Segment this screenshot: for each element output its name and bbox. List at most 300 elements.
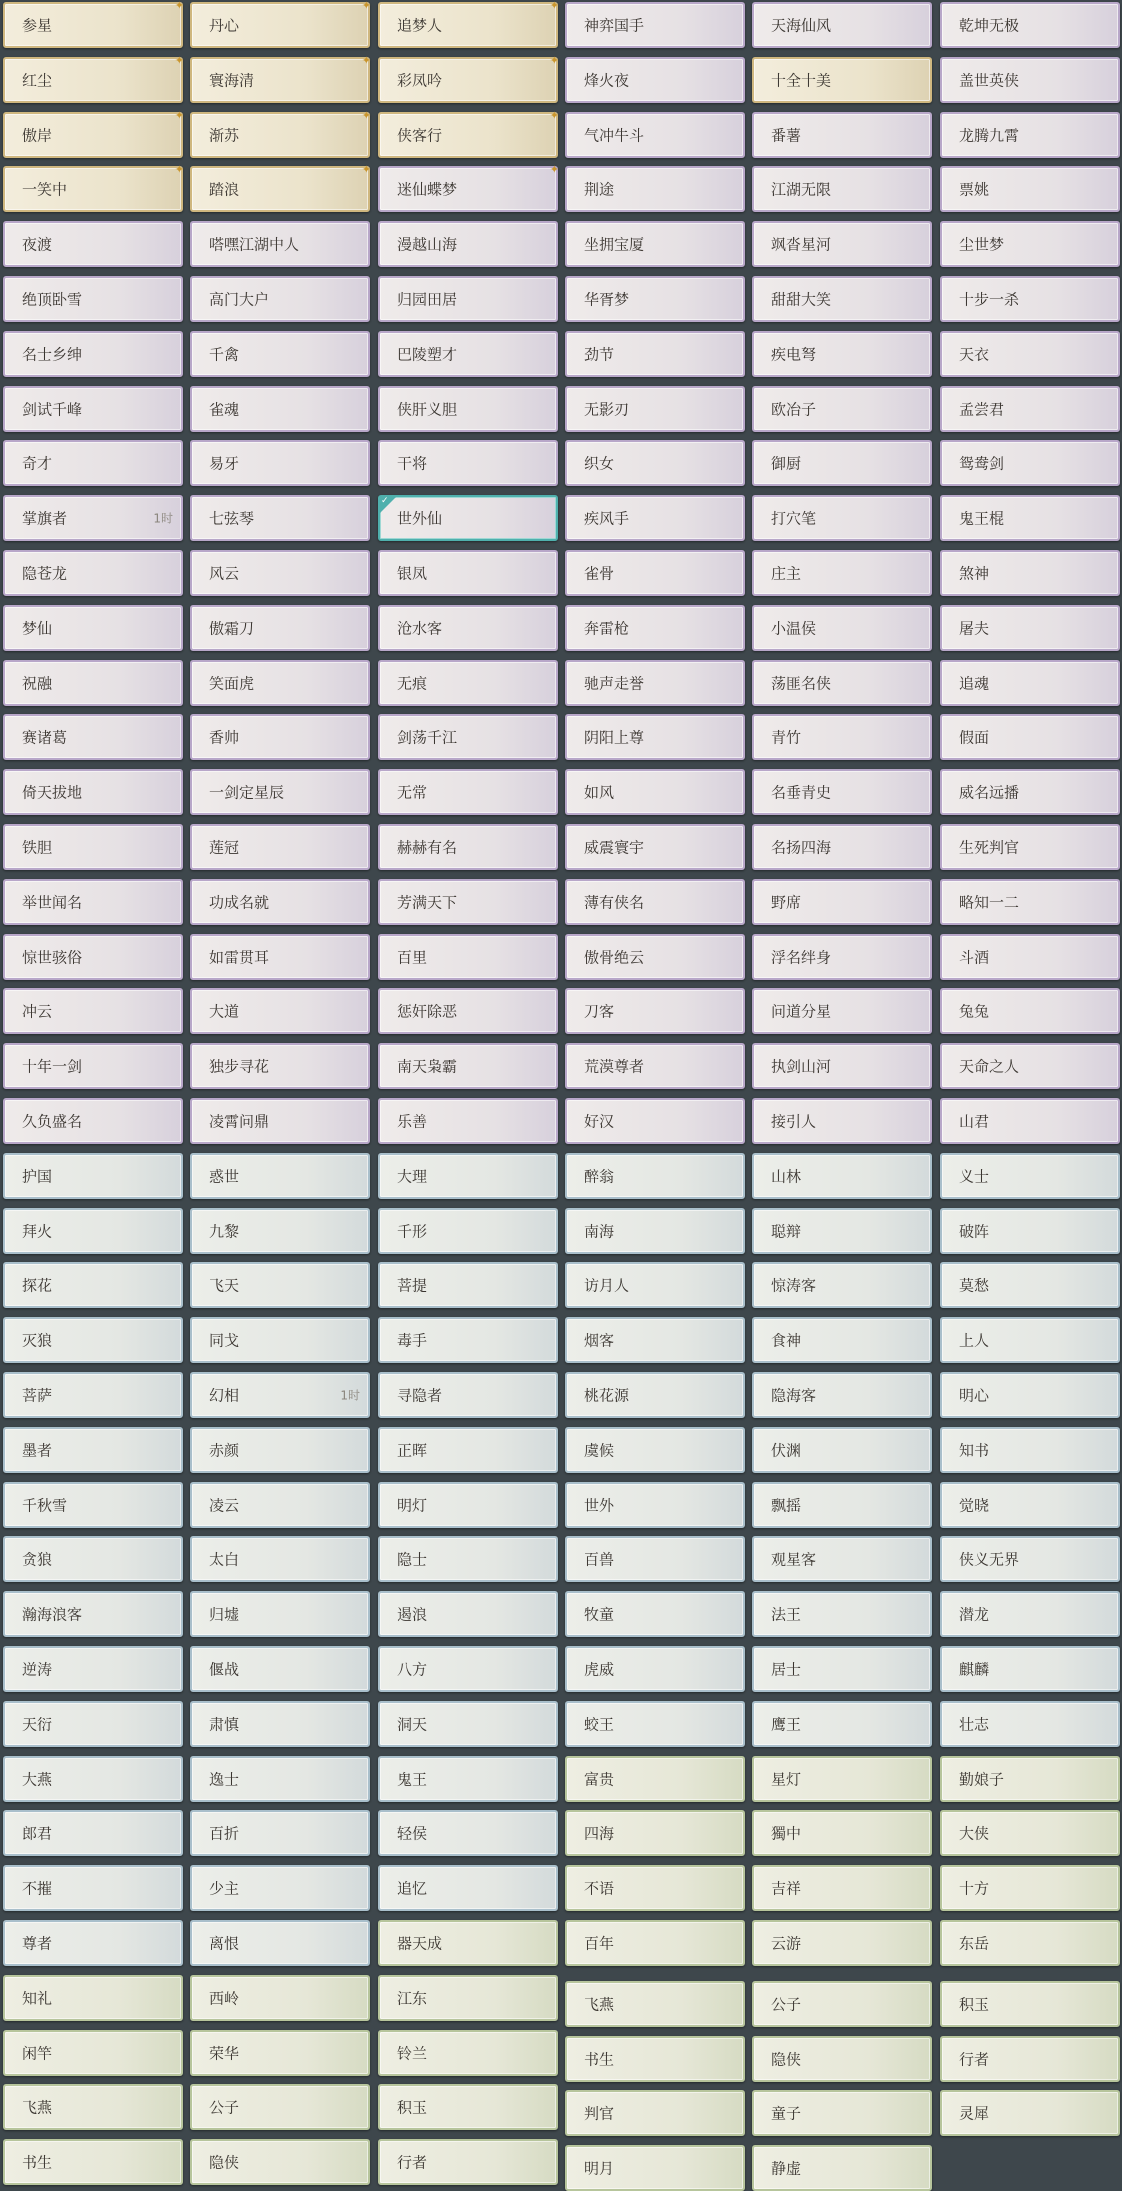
title-tile[interactable]	[190, 1427, 370, 1473]
title-label: 明心	[959, 1386, 990, 1405]
title-tile[interactable]	[378, 2, 558, 48]
title-tile[interactable]	[752, 166, 932, 212]
title-label: 飒沓星河	[771, 235, 832, 254]
title-tile[interactable]	[3, 550, 183, 596]
title-label: 偃战	[209, 1660, 240, 1679]
title-tile[interactable]	[3, 1646, 183, 1692]
title-label: 荣华	[209, 2044, 240, 2063]
title-tile[interactable]	[752, 1701, 932, 1747]
title-tile[interactable]	[565, 1208, 745, 1254]
title-tile[interactable]	[378, 1043, 558, 1089]
title-tile[interactable]	[565, 1372, 745, 1418]
title-label: 世外仙	[397, 509, 443, 528]
title-tile[interactable]	[752, 879, 932, 925]
title-tile[interactable]	[3, 1701, 183, 1747]
title-tile[interactable]	[752, 1372, 932, 1418]
title-tile[interactable]	[940, 1591, 1120, 1637]
title-label: 夜渡	[22, 235, 53, 254]
title-label: 器天成	[397, 1934, 443, 1953]
title-tile[interactable]	[378, 2139, 558, 2185]
title-tile[interactable]	[190, 440, 370, 486]
title-tile[interactable]	[190, 1372, 370, 1418]
title-tile[interactable]	[565, 2145, 745, 2191]
title-label: 山林	[771, 1167, 802, 1186]
title-label: 参星	[22, 16, 53, 35]
title-tile[interactable]	[940, 276, 1120, 322]
title-tile[interactable]	[3, 1975, 183, 2021]
title-tile[interactable]	[3, 108, 184, 158]
title-tile[interactable]	[752, 1865, 932, 1911]
title-tile[interactable]	[378, 1427, 558, 1473]
title-label: 莲冠	[209, 838, 240, 857]
title-tile[interactable]	[3, 660, 183, 706]
title-tile[interactable]	[3, 879, 183, 925]
title-label: 不语	[584, 1879, 615, 1898]
title-tile[interactable]	[752, 1756, 932, 1802]
title-tile[interactable]	[565, 1427, 745, 1473]
title-tile[interactable]	[752, 2090, 932, 2136]
title-tile[interactable]	[378, 1262, 558, 1308]
title-tile[interactable]	[940, 824, 1120, 870]
title-tile[interactable]	[940, 1756, 1120, 1802]
title-label: 判官	[584, 2104, 615, 2123]
title-tile[interactable]	[565, 2090, 745, 2136]
title-label: 醉翁	[584, 1167, 615, 1186]
title-tile[interactable]	[378, 550, 558, 596]
title-tile[interactable]	[940, 1427, 1120, 1473]
title-tile[interactable]	[190, 1043, 370, 1089]
title-tile[interactable]	[378, 331, 558, 377]
title-label: 八方	[397, 1660, 428, 1679]
title-label: 打穴笔	[771, 509, 817, 528]
title-tile[interactable]	[565, 988, 745, 1034]
title-tile[interactable]	[940, 112, 1120, 158]
title-label: 正晖	[397, 1441, 428, 1460]
title-tile[interactable]	[565, 1810, 745, 1856]
title-tile[interactable]	[190, 2, 370, 48]
title-tile[interactable]	[378, 660, 558, 706]
title-tile[interactable]	[378, 386, 558, 432]
title-label: 惑世	[209, 1167, 240, 1186]
title-tile[interactable]	[3, 1043, 183, 1089]
title-tile[interactable]	[565, 714, 745, 760]
title-tile[interactable]	[378, 1098, 558, 1144]
title-label: 凌云	[209, 1496, 240, 1515]
title-tile[interactable]	[378, 605, 558, 651]
title-tile[interactable]	[940, 495, 1120, 541]
title-tile[interactable]	[3, 2139, 183, 2185]
title-tile[interactable]	[565, 57, 745, 103]
title-tile[interactable]	[3, 1208, 183, 1254]
title-tile[interactable]	[940, 769, 1120, 815]
title-label: 青竹	[771, 728, 802, 747]
title-tile[interactable]	[3, 1536, 183, 1582]
title-label: 天衣	[959, 345, 990, 364]
title-tile[interactable]	[752, 2, 932, 48]
title-tile[interactable]	[565, 1317, 745, 1363]
title-tile[interactable]	[190, 2084, 370, 2130]
title-tile[interactable]	[190, 1262, 370, 1308]
title-tile[interactable]	[190, 769, 370, 815]
title-tile[interactable]	[3, 221, 183, 267]
title-label: 斗酒	[959, 948, 990, 967]
title-label: 威名远播	[959, 783, 1020, 802]
title-label: 倚天拔地	[22, 783, 83, 802]
title-label: 执剑山河	[771, 1057, 832, 1076]
title-label: 明灯	[397, 1496, 428, 1515]
title-label: 凌霄问鼎	[209, 1112, 270, 1131]
title-tile[interactable]	[940, 988, 1120, 1034]
title-tile[interactable]	[378, 1317, 558, 1363]
title-tile[interactable]	[565, 112, 745, 158]
title-tile[interactable]	[940, 1981, 1120, 2027]
title-tile[interactable]	[190, 53, 371, 103]
title-tile[interactable]	[752, 934, 932, 980]
title-tile[interactable]	[3, 934, 183, 980]
title-label: 大燕	[22, 1770, 53, 1789]
title-tile[interactable]	[378, 714, 558, 760]
title-tile[interactable]	[940, 714, 1120, 760]
title-tile[interactable]	[752, 112, 932, 158]
title-tile[interactable]	[190, 1975, 370, 2021]
title-tile[interactable]	[3, 2084, 183, 2130]
title-tile[interactable]	[565, 166, 745, 212]
title-tile[interactable]	[190, 276, 370, 322]
title-label: 兔兔	[959, 1002, 990, 1021]
title-tile[interactable]	[565, 440, 745, 486]
title-tile[interactable]	[3, 1865, 183, 1911]
title-tile[interactable]	[378, 1756, 558, 1802]
title-label: 东岳	[959, 1934, 990, 1953]
title-tile[interactable]	[190, 1208, 370, 1254]
title-tile[interactable]	[565, 824, 745, 870]
title-tile[interactable]	[565, 221, 745, 267]
title-tile[interactable]	[940, 331, 1120, 377]
title-label: 尊者	[22, 1934, 53, 1953]
title-tile[interactable]	[190, 879, 370, 925]
title-label: 追梦人	[397, 16, 443, 35]
title-tile[interactable]	[3, 1372, 183, 1418]
title-label: 书生	[22, 2153, 53, 2172]
title-tile[interactable]	[940, 386, 1120, 432]
title-tile[interactable]	[190, 1865, 370, 1911]
title-tile[interactable]	[3, 1810, 183, 1856]
title-tile[interactable]	[565, 1482, 745, 1528]
title-tile[interactable]	[190, 331, 370, 377]
title-tile[interactable]	[378, 1701, 558, 1747]
title-tile[interactable]	[3, 1153, 183, 1199]
title-tile[interactable]	[940, 1153, 1120, 1199]
title-tile[interactable]	[378, 879, 558, 925]
title-tile[interactable]	[565, 1920, 745, 1966]
title-label: 天命之人	[959, 1057, 1020, 1076]
title-tile[interactable]	[752, 440, 932, 486]
title-tile[interactable]	[378, 1920, 558, 1966]
title-tile[interactable]	[378, 108, 559, 158]
title-label: 公子	[771, 1995, 802, 2014]
title-label: 归园田居	[397, 290, 458, 309]
title-tile[interactable]	[940, 57, 1120, 103]
sparkle-icon: ✦	[361, 163, 371, 177]
title-tile[interactable]	[752, 331, 932, 377]
title-label: 寰海清	[209, 71, 255, 90]
title-tile[interactable]	[190, 1317, 370, 1363]
title-tile[interactable]	[752, 276, 932, 322]
title-tile[interactable]	[565, 1646, 745, 1692]
title-tile[interactable]	[3, 1262, 183, 1308]
title-tile[interactable]	[190, 934, 370, 980]
title-tile[interactable]	[940, 550, 1120, 596]
title-tile[interactable]	[565, 276, 745, 322]
title-tile[interactable]	[940, 1262, 1120, 1308]
title-tile[interactable]	[3, 1920, 183, 1966]
title-tile[interactable]	[378, 1591, 558, 1637]
title-label: 鬼王	[397, 1770, 428, 1789]
title-tile[interactable]	[378, 276, 558, 322]
title-label: 庄主	[771, 564, 802, 583]
title-tile[interactable]	[940, 1043, 1120, 1089]
title-tile[interactable]	[565, 1043, 745, 1089]
title-tile[interactable]	[3, 163, 184, 212]
title-tile[interactable]	[752, 1427, 932, 1473]
title-tile[interactable]	[940, 1482, 1120, 1528]
title-tile[interactable]	[565, 934, 745, 980]
title-tile[interactable]	[190, 605, 370, 651]
title-tile[interactable]	[3, 495, 183, 541]
title-tile[interactable]	[565, 2, 745, 48]
title-tile[interactable]	[190, 1810, 370, 1856]
title-tile[interactable]	[752, 1981, 932, 2027]
title-tile[interactable]	[190, 714, 370, 760]
title-tile[interactable]	[3, 1317, 183, 1363]
title-tile[interactable]	[3, 440, 183, 486]
title-tile[interactable]	[190, 221, 370, 267]
title-tile[interactable]	[940, 1536, 1120, 1582]
title-tile[interactable]	[940, 1810, 1120, 1856]
title-label: 九黎	[209, 1222, 240, 1241]
title-tile[interactable]	[752, 57, 932, 103]
check-icon	[380, 497, 396, 513]
title-tile[interactable]	[940, 1920, 1120, 1966]
title-tile[interactable]	[752, 1317, 932, 1363]
title-tile[interactable]	[752, 1208, 932, 1254]
title-label: 华胥梦	[584, 290, 630, 309]
title-tile[interactable]	[3, 1591, 183, 1637]
title-tile[interactable]	[565, 605, 745, 651]
title-tile[interactable]	[752, 824, 932, 870]
title-label: 接引人	[771, 1112, 817, 1131]
title-tile[interactable]	[940, 2, 1120, 48]
title-tile[interactable]	[565, 660, 745, 706]
title-label: 乐善	[397, 1112, 428, 1131]
title-tile[interactable]	[378, 1482, 558, 1528]
title-tile[interactable]	[3, 276, 183, 322]
title-label: 归墟	[209, 1605, 240, 1624]
title-tile[interactable]	[378, 2084, 558, 2130]
title-tile[interactable]	[190, 2030, 370, 2076]
title-tile[interactable]	[752, 660, 932, 706]
title-tile[interactable]	[940, 934, 1120, 980]
title-label: 雀骨	[584, 564, 615, 583]
title-tile[interactable]	[752, 1098, 932, 1144]
title-tile[interactable]	[940, 1865, 1120, 1911]
title-label: 傲骨绝云	[584, 948, 645, 967]
title-label: 烽火夜	[584, 71, 630, 90]
title-tile[interactable]	[940, 1701, 1120, 1747]
title-tile[interactable]	[565, 1756, 745, 1802]
title-tile[interactable]	[752, 769, 932, 815]
title-tile[interactable]	[3, 988, 183, 1034]
title-label: 千秋雪	[22, 1496, 68, 1515]
title-tile[interactable]	[752, 1646, 932, 1692]
title-tile[interactable]	[378, 440, 558, 486]
title-label: 追魂	[959, 674, 990, 693]
title-tile[interactable]	[190, 1920, 370, 1966]
title-tile[interactable]	[3, 605, 183, 651]
title-tile[interactable]	[940, 605, 1120, 651]
title-tile[interactable]	[3, 331, 183, 377]
title-tile[interactable]	[190, 108, 371, 158]
title-tile[interactable]	[190, 495, 370, 541]
title-tile[interactable]	[940, 2036, 1120, 2082]
title-tile[interactable]	[940, 2090, 1120, 2136]
title-tile[interactable]	[378, 1975, 558, 2021]
title-tile[interactable]	[752, 1482, 932, 1528]
title-tile[interactable]	[565, 1591, 745, 1637]
title-tile[interactable]	[378, 1646, 558, 1692]
title-label: 勤娘子	[959, 1770, 1005, 1789]
title-tile[interactable]	[190, 1756, 370, 1802]
title-tile[interactable]	[565, 769, 745, 815]
title-tile[interactable]	[565, 1981, 745, 2027]
title-tile[interactable]	[3, 1427, 183, 1473]
title-tile[interactable]	[3, 386, 183, 432]
title-tile[interactable]	[3, 2030, 183, 2076]
title-tile[interactable]	[378, 221, 558, 267]
title-tile[interactable]	[3, 1482, 183, 1528]
title-tile[interactable]	[752, 1153, 932, 1199]
title-tile[interactable]	[752, 1043, 932, 1089]
title-tile[interactable]	[378, 1536, 558, 1582]
title-tile[interactable]	[940, 166, 1120, 212]
title-label: 法王	[771, 1605, 802, 1624]
title-tile[interactable]	[190, 163, 371, 212]
title-tile[interactable]	[378, 163, 559, 212]
title-tile[interactable]	[940, 1098, 1120, 1144]
title-tile[interactable]	[190, 824, 370, 870]
title-label: 同戈	[209, 1331, 240, 1350]
title-tile[interactable]	[3, 1098, 183, 1144]
title-tile[interactable]	[3, 714, 183, 760]
title-tile[interactable]	[378, 1810, 558, 1856]
title-tile[interactable]	[940, 1646, 1120, 1692]
title-tile[interactable]	[940, 1317, 1120, 1363]
title-tile[interactable]	[190, 1591, 370, 1637]
title-tile[interactable]	[752, 495, 932, 541]
title-tile[interactable]	[940, 1372, 1120, 1418]
title-tile[interactable]	[565, 2036, 745, 2082]
title-tile[interactable]	[378, 53, 559, 103]
title-tile[interactable]	[190, 1536, 370, 1582]
title-tile[interactable]	[565, 1865, 745, 1911]
title-tile[interactable]	[565, 879, 745, 925]
title-tile[interactable]	[3, 769, 183, 815]
title-label: 少主	[209, 1879, 240, 1898]
title-label: 易牙	[209, 454, 240, 473]
title-tile[interactable]	[3, 1756, 183, 1802]
title-tile[interactable]	[190, 1646, 370, 1692]
title-tile[interactable]	[752, 1591, 932, 1637]
title-tile[interactable]	[940, 660, 1120, 706]
title-tile[interactable]	[940, 1208, 1120, 1254]
title-tile[interactable]	[565, 550, 745, 596]
title-tile[interactable]	[752, 1920, 932, 1966]
title-tile[interactable]	[378, 2030, 558, 2076]
title-label: 隐侠	[771, 2050, 802, 2069]
title-tile[interactable]	[378, 495, 558, 541]
title-tile[interactable]	[190, 988, 370, 1034]
title-tile[interactable]	[190, 1153, 370, 1199]
title-tile[interactable]	[378, 1865, 558, 1911]
title-tile[interactable]	[752, 605, 932, 651]
title-tile[interactable]	[190, 1098, 370, 1144]
title-tile[interactable]	[940, 221, 1120, 267]
title-tile[interactable]	[752, 386, 932, 432]
title-tile[interactable]	[565, 1098, 745, 1144]
title-tile[interactable]	[752, 1536, 932, 1582]
title-tile[interactable]	[752, 1810, 932, 1856]
title-label: 漫越山海	[397, 235, 458, 254]
title-tile[interactable]	[3, 824, 183, 870]
title-tile[interactable]	[3, 2, 183, 48]
title-tile[interactable]	[190, 1482, 370, 1528]
title-tile[interactable]	[190, 386, 370, 432]
title-tile[interactable]	[565, 1262, 745, 1308]
title-tile[interactable]	[565, 495, 745, 541]
title-tile[interactable]	[752, 2036, 932, 2082]
title-tile[interactable]	[752, 2145, 932, 2191]
title-label: 千禽	[209, 345, 240, 364]
title-label: 侠肝义胆	[397, 400, 458, 419]
title-tile[interactable]	[565, 331, 745, 377]
title-tile[interactable]	[940, 879, 1120, 925]
title-tile[interactable]	[378, 1208, 558, 1254]
title-tile[interactable]	[190, 1701, 370, 1747]
title-tile[interactable]	[752, 550, 932, 596]
title-tile[interactable]	[378, 1372, 558, 1418]
title-tile[interactable]	[752, 1262, 932, 1308]
title-tile[interactable]	[752, 988, 932, 1034]
title-tile[interactable]	[378, 1153, 558, 1199]
title-tile[interactable]	[378, 824, 558, 870]
title-label: 侠客行	[397, 126, 443, 145]
title-tile[interactable]	[752, 714, 932, 760]
title-tile[interactable]	[190, 550, 370, 596]
title-tile[interactable]	[378, 988, 558, 1034]
title-tile[interactable]	[565, 1153, 745, 1199]
title-tile[interactable]	[3, 53, 184, 103]
title-tile[interactable]	[565, 1701, 745, 1747]
title-tile[interactable]	[752, 221, 932, 267]
title-tile[interactable]	[190, 660, 370, 706]
title-tile[interactable]	[378, 769, 558, 815]
title-tile[interactable]	[378, 934, 558, 980]
title-label: 云游	[771, 1934, 802, 1953]
title-tile[interactable]	[190, 2139, 370, 2185]
title-tile[interactable]	[565, 386, 745, 432]
title-tile[interactable]	[940, 440, 1120, 486]
title-tile[interactable]	[565, 1536, 745, 1582]
